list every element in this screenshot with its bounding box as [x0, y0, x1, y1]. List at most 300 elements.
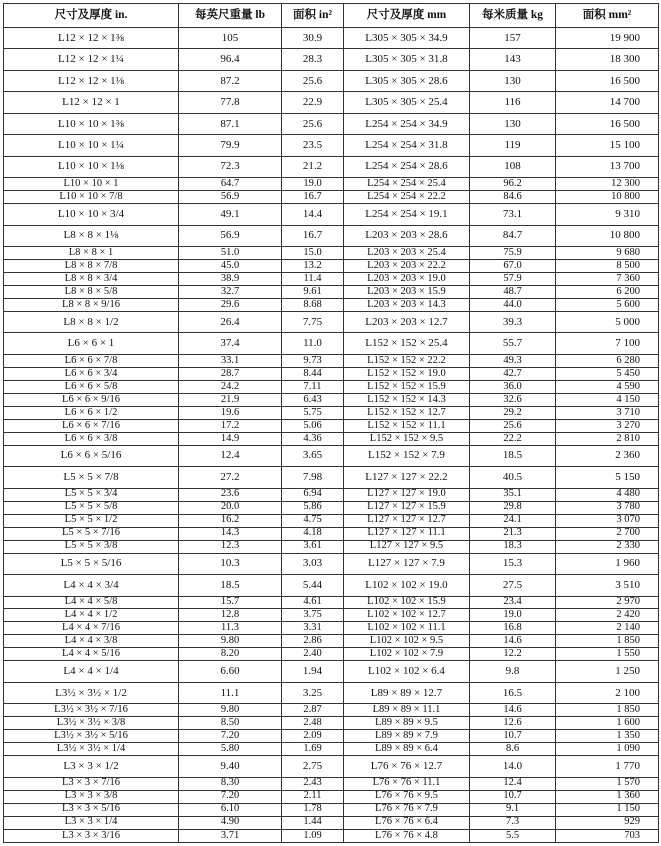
- table-row: [4, 514, 659, 527]
- cell-size-in: L8 × 8 × 3/4: [4, 273, 179, 286]
- cell-mass-kg: 22.2: [470, 432, 556, 445]
- cell-size-mm: L102 × 102 × 7.9: [344, 648, 470, 661]
- cell-size-mm: L76 × 76 × 6.4: [344, 816, 470, 829]
- cell-size-mm: L254 × 254 × 34.9: [344, 113, 470, 134]
- cell-size-mm: L203 × 203 × 22.2: [344, 260, 470, 273]
- cell-weight-lb: 5.80: [179, 743, 282, 756]
- cell-size-in: L5 × 5 × 5/16: [4, 553, 179, 574]
- cell-area-mm2: 703: [556, 829, 659, 842]
- cell-weight-lb: 24.2: [179, 380, 282, 393]
- cell-mass-kg: 130: [470, 113, 556, 134]
- table-row: [4, 743, 659, 756]
- table-row: [4, 354, 659, 367]
- cell-mass-kg: 119: [470, 135, 556, 156]
- cell-area-mm2: 3 070: [556, 514, 659, 527]
- cell-area-in2: 9.61: [282, 286, 344, 299]
- cell-size-mm: L127 × 127 × 22.2: [344, 467, 470, 488]
- cell-area-in2: 16.7: [282, 191, 344, 204]
- cell-area-in2: 19.0: [282, 178, 344, 191]
- cell-weight-lb: 79.9: [179, 135, 282, 156]
- header-row: [4, 4, 659, 28]
- cell-mass-kg: 73.1: [470, 204, 556, 225]
- cell-area-mm2: 929: [556, 816, 659, 829]
- cell-size-mm: L152 × 152 × 11.1: [344, 419, 470, 432]
- cell-mass-kg: 67.0: [470, 260, 556, 273]
- cell-area-in2: 4.61: [282, 596, 344, 609]
- cell-mass-kg: 12.4: [470, 777, 556, 790]
- table-row: [4, 247, 659, 260]
- cell-weight-lb: 72.3: [179, 156, 282, 177]
- cell-area-mm2: 19 900: [556, 28, 659, 49]
- cell-size-in: L5 × 5 × 7/16: [4, 527, 179, 540]
- cell-area-in2: 15.0: [282, 247, 344, 260]
- cell-area-mm2: 2 700: [556, 527, 659, 540]
- cell-size-mm: L254 × 254 × 31.8: [344, 135, 470, 156]
- cell-area-mm2: 1 850: [556, 704, 659, 717]
- cell-size-in: L5 × 5 × 3/8: [4, 540, 179, 553]
- cell-size-in: L6 × 6 × 1: [4, 333, 179, 354]
- cell-size-in: L5 × 5 × 3/4: [4, 488, 179, 501]
- cell-weight-lb: 17.2: [179, 419, 282, 432]
- table-row: [4, 661, 659, 682]
- cell-area-in2: 25.6: [282, 113, 344, 134]
- angle-section-table: [3, 3, 659, 843]
- table-row: [4, 286, 659, 299]
- cell-size-mm: L152 × 152 × 19.0: [344, 367, 470, 380]
- cell-size-in: L4 × 4 × 7/16: [4, 622, 179, 635]
- cell-size-in: L3½ × 3½ × 1/4: [4, 743, 179, 756]
- cell-mass-kg: 16.5: [470, 682, 556, 703]
- cell-size-in: L4 × 4 × 5/16: [4, 648, 179, 661]
- cell-size-in: L3 × 3 × 1/4: [4, 816, 179, 829]
- cell-area-in2: 4.75: [282, 514, 344, 527]
- cell-weight-lb: 18.5: [179, 575, 282, 596]
- cell-area-in2: 2.43: [282, 777, 344, 790]
- cell-area-in2: 30.9: [282, 28, 344, 49]
- cell-size-mm: L254 × 254 × 28.6: [344, 156, 470, 177]
- cell-area-mm2: 16 500: [556, 70, 659, 91]
- cell-size-mm: L305 × 305 × 25.4: [344, 92, 470, 113]
- table-row: [4, 527, 659, 540]
- table-row: [4, 622, 659, 635]
- table-row: [4, 311, 659, 332]
- table-row: [4, 609, 659, 622]
- cell-size-mm: L254 × 254 × 22.2: [344, 191, 470, 204]
- cell-weight-lb: 27.2: [179, 467, 282, 488]
- cell-area-in2: 5.75: [282, 406, 344, 419]
- cell-size-mm: L203 × 203 × 28.6: [344, 225, 470, 246]
- cell-area-in2: 22.9: [282, 92, 344, 113]
- cell-mass-kg: 12.2: [470, 648, 556, 661]
- cell-size-mm: L127 × 127 × 11.1: [344, 527, 470, 540]
- table-row: [4, 393, 659, 406]
- cell-size-in: L8 × 8 × 1⅛: [4, 225, 179, 246]
- table-row: [4, 777, 659, 790]
- cell-area-mm2: 3 710: [556, 406, 659, 419]
- cell-mass-kg: 16.8: [470, 622, 556, 635]
- cell-area-in2: 4.36: [282, 432, 344, 445]
- cell-weight-lb: 12.3: [179, 540, 282, 553]
- cell-area-mm2: 2 970: [556, 596, 659, 609]
- cell-area-mm2: 2 360: [556, 445, 659, 466]
- cell-area-mm2: 16 500: [556, 113, 659, 134]
- cell-mass-kg: 8.6: [470, 743, 556, 756]
- cell-weight-lb: 38.9: [179, 273, 282, 286]
- cell-size-in: L3 × 3 × 1/2: [4, 756, 179, 777]
- cell-size-mm: L203 × 203 × 25.4: [344, 247, 470, 260]
- cell-weight-lb: 15.7: [179, 596, 282, 609]
- table-row: [4, 540, 659, 553]
- cell-weight-lb: 19.6: [179, 406, 282, 419]
- cell-weight-lb: 49.1: [179, 204, 282, 225]
- cell-weight-lb: 26.4: [179, 311, 282, 332]
- cell-area-mm2: 14 700: [556, 92, 659, 113]
- cell-area-in2: 28.3: [282, 49, 344, 70]
- cell-area-in2: 2.86: [282, 635, 344, 648]
- cell-size-in: L6 × 6 × 9/16: [4, 393, 179, 406]
- cell-size-mm: L102 × 102 × 19.0: [344, 575, 470, 596]
- cell-size-in: L6 × 6 × 7/16: [4, 419, 179, 432]
- table-row: [4, 596, 659, 609]
- cell-size-mm: L203 × 203 × 19.0: [344, 273, 470, 286]
- table-row: [4, 419, 659, 432]
- cell-size-mm: L203 × 203 × 14.3: [344, 298, 470, 311]
- cell-mass-kg: 9.1: [470, 803, 556, 816]
- cell-area-in2: 11.4: [282, 273, 344, 286]
- cell-size-mm: L127 × 127 × 19.0: [344, 488, 470, 501]
- cell-weight-lb: 77.8: [179, 92, 282, 113]
- cell-area-mm2: 1 850: [556, 635, 659, 648]
- cell-area-in2: 1.94: [282, 661, 344, 682]
- cell-size-in: L10 × 10 × 7/8: [4, 191, 179, 204]
- cell-area-mm2: 5 150: [556, 467, 659, 488]
- cell-size-in: L12 × 12 × 1¼: [4, 49, 179, 70]
- cell-size-mm: L89 × 89 × 7.9: [344, 730, 470, 743]
- cell-area-mm2: 5 600: [556, 298, 659, 311]
- table-body: [4, 28, 659, 843]
- cell-area-mm2: 2 100: [556, 682, 659, 703]
- table-row: [4, 135, 659, 156]
- cell-size-mm: L127 × 127 × 9.5: [344, 540, 470, 553]
- cell-area-in2: 2.75: [282, 756, 344, 777]
- cell-size-mm: L203 × 203 × 15.9: [344, 286, 470, 299]
- table-row: [4, 704, 659, 717]
- cell-area-mm2: 10 800: [556, 191, 659, 204]
- cell-area-in2: 5.44: [282, 575, 344, 596]
- table-row: [4, 191, 659, 204]
- cell-mass-kg: 14.0: [470, 756, 556, 777]
- cell-size-in: L5 × 5 × 1/2: [4, 514, 179, 527]
- table-row: [4, 380, 659, 393]
- cell-area-mm2: 13 700: [556, 156, 659, 177]
- cell-area-in2: 25.6: [282, 70, 344, 91]
- cell-size-in: L4 × 4 × 5/8: [4, 596, 179, 609]
- cell-area-mm2: 9 310: [556, 204, 659, 225]
- cell-size-in: L6 × 6 × 1/2: [4, 406, 179, 419]
- cell-area-in2: 14.4: [282, 204, 344, 225]
- cell-mass-kg: 14.6: [470, 704, 556, 717]
- cell-area-mm2: 8 500: [556, 260, 659, 273]
- cell-size-mm: L102 × 102 × 11.1: [344, 622, 470, 635]
- cell-size-in: L6 × 6 × 3/8: [4, 432, 179, 445]
- cell-size-mm: L305 × 305 × 31.8: [344, 49, 470, 70]
- table-row: [4, 333, 659, 354]
- cell-weight-lb: 87.2: [179, 70, 282, 91]
- cell-size-mm: L152 × 152 × 12.7: [344, 406, 470, 419]
- cell-size-in: L3 × 3 × 5/16: [4, 803, 179, 816]
- cell-weight-lb: 37.4: [179, 333, 282, 354]
- cell-size-mm: L254 × 254 × 19.1: [344, 204, 470, 225]
- cell-area-mm2: 15 100: [556, 135, 659, 156]
- header-area-mm2: 面积 mm²: [556, 4, 659, 28]
- cell-size-in: L3½ × 3½ × 7/16: [4, 704, 179, 717]
- table-row: [4, 260, 659, 273]
- cell-area-in2: 6.43: [282, 393, 344, 406]
- cell-area-in2: 2.11: [282, 790, 344, 803]
- cell-weight-lb: 51.0: [179, 247, 282, 260]
- cell-size-in: L4 × 4 × 3/8: [4, 635, 179, 648]
- cell-area-mm2: 4 590: [556, 380, 659, 393]
- cell-size-in: L10 × 10 × 1⅛: [4, 156, 179, 177]
- table-row: [4, 445, 659, 466]
- cell-area-mm2: 1 360: [556, 790, 659, 803]
- cell-mass-kg: 36.0: [470, 380, 556, 393]
- cell-area-mm2: 2 420: [556, 609, 659, 622]
- cell-mass-kg: 84.7: [470, 225, 556, 246]
- cell-weight-lb: 45.0: [179, 260, 282, 273]
- cell-weight-lb: 87.1: [179, 113, 282, 134]
- cell-weight-lb: 96.4: [179, 49, 282, 70]
- cell-area-in2: 2.40: [282, 648, 344, 661]
- cell-size-mm: L203 × 203 × 12.7: [344, 311, 470, 332]
- cell-size-in: L6 × 6 × 5/16: [4, 445, 179, 466]
- cell-size-mm: L102 × 102 × 9.5: [344, 635, 470, 648]
- cell-mass-kg: 10.7: [470, 790, 556, 803]
- cell-weight-lb: 23.6: [179, 488, 282, 501]
- header-size-in: 尺寸及厚度 in.: [4, 4, 179, 28]
- table-row: [4, 829, 659, 842]
- cell-weight-lb: 7.20: [179, 790, 282, 803]
- cell-weight-lb: 12.8: [179, 609, 282, 622]
- cell-area-in2: 3.61: [282, 540, 344, 553]
- cell-area-in2: 1.44: [282, 816, 344, 829]
- cell-mass-kg: 29.8: [470, 501, 556, 514]
- cell-area-mm2: 7 100: [556, 333, 659, 354]
- cell-size-in: L8 × 8 × 9/16: [4, 298, 179, 311]
- cell-weight-lb: 28.7: [179, 367, 282, 380]
- cell-size-mm: L305 × 305 × 34.9: [344, 28, 470, 49]
- cell-mass-kg: 18.5: [470, 445, 556, 466]
- cell-area-mm2: 3 780: [556, 501, 659, 514]
- cell-size-mm: L89 × 89 × 11.1: [344, 704, 470, 717]
- cell-mass-kg: 48.7: [470, 286, 556, 299]
- cell-area-mm2: 1 250: [556, 661, 659, 682]
- cell-area-in2: 3.31: [282, 622, 344, 635]
- cell-size-in: L5 × 5 × 7/8: [4, 467, 179, 488]
- cell-area-mm2: 1 600: [556, 717, 659, 730]
- cell-size-in: L3½ × 3½ × 1/2: [4, 682, 179, 703]
- cell-area-in2: 5.06: [282, 419, 344, 432]
- cell-area-mm2: 6 280: [556, 354, 659, 367]
- cell-mass-kg: 12.6: [470, 717, 556, 730]
- table-row: [4, 575, 659, 596]
- table-row: [4, 298, 659, 311]
- table-row: [4, 156, 659, 177]
- cell-size-mm: L127 × 127 × 15.9: [344, 501, 470, 514]
- cell-mass-kg: 24.1: [470, 514, 556, 527]
- cell-mass-kg: 116: [470, 92, 556, 113]
- table-row: [4, 204, 659, 225]
- cell-weight-lb: 8.30: [179, 777, 282, 790]
- cell-weight-lb: 29.6: [179, 298, 282, 311]
- cell-area-in2: 23.5: [282, 135, 344, 156]
- cell-mass-kg: 57.9: [470, 273, 556, 286]
- table-row: [4, 790, 659, 803]
- cell-mass-kg: 25.6: [470, 419, 556, 432]
- cell-size-mm: L254 × 254 × 25.4: [344, 178, 470, 191]
- cell-weight-lb: 56.9: [179, 225, 282, 246]
- cell-weight-lb: 33.1: [179, 354, 282, 367]
- cell-mass-kg: 23.4: [470, 596, 556, 609]
- cell-size-in: L6 × 6 × 3/4: [4, 367, 179, 380]
- cell-area-in2: 7.11: [282, 380, 344, 393]
- cell-size-in: L10 × 10 × 3/4: [4, 204, 179, 225]
- table-row: [4, 488, 659, 501]
- cell-mass-kg: 157: [470, 28, 556, 49]
- cell-area-mm2: 2 330: [556, 540, 659, 553]
- cell-size-mm: L102 × 102 × 6.4: [344, 661, 470, 682]
- cell-size-mm: L127 × 127 × 12.7: [344, 514, 470, 527]
- cell-area-mm2: 10 800: [556, 225, 659, 246]
- cell-size-in: L10 × 10 × 1¼: [4, 135, 179, 156]
- cell-weight-lb: 9.80: [179, 635, 282, 648]
- cell-area-in2: 2.87: [282, 704, 344, 717]
- cell-mass-kg: 19.0: [470, 609, 556, 622]
- cell-weight-lb: 64.7: [179, 178, 282, 191]
- cell-size-in: L12 × 12 × 1⅜: [4, 28, 179, 49]
- table-row: [4, 501, 659, 514]
- cell-mass-kg: 96.2: [470, 178, 556, 191]
- cell-size-mm: L76 × 76 × 11.1: [344, 777, 470, 790]
- cell-area-mm2: 6 200: [556, 286, 659, 299]
- cell-mass-kg: 35.1: [470, 488, 556, 501]
- table-row: [4, 178, 659, 191]
- cell-area-mm2: 1 960: [556, 553, 659, 574]
- cell-weight-lb: 4.90: [179, 816, 282, 829]
- cell-size-mm: L152 × 152 × 7.9: [344, 445, 470, 466]
- cell-mass-kg: 10.7: [470, 730, 556, 743]
- cell-area-in2: 3.75: [282, 609, 344, 622]
- table-row: [4, 367, 659, 380]
- table-row: [4, 70, 659, 91]
- table-row: [4, 28, 659, 49]
- cell-size-mm: L152 × 152 × 25.4: [344, 333, 470, 354]
- cell-mass-kg: 15.3: [470, 553, 556, 574]
- cell-weight-lb: 56.9: [179, 191, 282, 204]
- cell-size-in: L4 × 4 × 1/2: [4, 609, 179, 622]
- cell-size-in: L8 × 8 × 1: [4, 247, 179, 260]
- cell-area-mm2: 4 480: [556, 488, 659, 501]
- cell-area-in2: 3.25: [282, 682, 344, 703]
- table-row: [4, 803, 659, 816]
- table-row: [4, 92, 659, 113]
- cell-size-in: L8 × 8 × 1/2: [4, 311, 179, 332]
- cell-size-mm: L76 × 76 × 4.8: [344, 829, 470, 842]
- cell-weight-lb: 3.71: [179, 829, 282, 842]
- cell-mass-kg: 21.3: [470, 527, 556, 540]
- table-row: [4, 756, 659, 777]
- cell-mass-kg: 143: [470, 49, 556, 70]
- cell-size-mm: L89 × 89 × 6.4: [344, 743, 470, 756]
- cell-area-mm2: 5 000: [556, 311, 659, 332]
- cell-size-in: L4 × 4 × 3/4: [4, 575, 179, 596]
- cell-mass-kg: 29.2: [470, 406, 556, 419]
- cell-weight-lb: 32.7: [179, 286, 282, 299]
- cell-size-in: L5 × 5 × 5/8: [4, 501, 179, 514]
- cell-size-in: L3½ × 3½ × 5/16: [4, 730, 179, 743]
- cell-weight-lb: 10.3: [179, 553, 282, 574]
- cell-mass-kg: 27.5: [470, 575, 556, 596]
- table-row: [4, 635, 659, 648]
- cell-area-in2: 11.0: [282, 333, 344, 354]
- cell-mass-kg: 55.7: [470, 333, 556, 354]
- table-row: [4, 113, 659, 134]
- cell-mass-kg: 44.0: [470, 298, 556, 311]
- cell-weight-lb: 8.50: [179, 717, 282, 730]
- cell-weight-lb: 20.0: [179, 501, 282, 514]
- cell-size-mm: L152 × 152 × 9.5: [344, 432, 470, 445]
- cell-area-in2: 8.68: [282, 298, 344, 311]
- cell-area-mm2: 1 350: [556, 730, 659, 743]
- table-row: [4, 406, 659, 419]
- cell-size-mm: L152 × 152 × 14.3: [344, 393, 470, 406]
- cell-mass-kg: 14.6: [470, 635, 556, 648]
- table-row: [4, 432, 659, 445]
- cell-area-in2: 1.69: [282, 743, 344, 756]
- cell-area-in2: 4.18: [282, 527, 344, 540]
- cell-mass-kg: 130: [470, 70, 556, 91]
- cell-weight-lb: 9.80: [179, 704, 282, 717]
- cell-size-in: L3½ × 3½ × 3/8: [4, 717, 179, 730]
- cell-area-mm2: 7 360: [556, 273, 659, 286]
- cell-area-in2: 7.75: [282, 311, 344, 332]
- cell-weight-lb: 11.3: [179, 622, 282, 635]
- header-area-in2: 面积 in²: [282, 4, 344, 28]
- cell-area-in2: 9.73: [282, 354, 344, 367]
- cell-area-mm2: 3 270: [556, 419, 659, 432]
- cell-weight-lb: 14.3: [179, 527, 282, 540]
- cell-weight-lb: 6.60: [179, 661, 282, 682]
- cell-area-in2: 3.65: [282, 445, 344, 466]
- cell-weight-lb: 11.1: [179, 682, 282, 703]
- cell-size-mm: L89 × 89 × 12.7: [344, 682, 470, 703]
- cell-size-in: L3 × 3 × 3/8: [4, 790, 179, 803]
- cell-size-in: L8 × 8 × 5/8: [4, 286, 179, 299]
- cell-area-in2: 2.48: [282, 717, 344, 730]
- table-row: [4, 553, 659, 574]
- table-row: [4, 49, 659, 70]
- cell-area-mm2: 2 140: [556, 622, 659, 635]
- table-row: [4, 273, 659, 286]
- cell-area-mm2: 1 550: [556, 648, 659, 661]
- table-row: [4, 682, 659, 703]
- header-weight-lb: 每英尺重量 lb: [179, 4, 282, 28]
- cell-size-mm: L76 × 76 × 7.9: [344, 803, 470, 816]
- cell-mass-kg: 18.3: [470, 540, 556, 553]
- cell-area-in2: 13.2: [282, 260, 344, 273]
- header-mass-kg: 每米质量 kg: [470, 4, 556, 28]
- cell-mass-kg: 5.5: [470, 829, 556, 842]
